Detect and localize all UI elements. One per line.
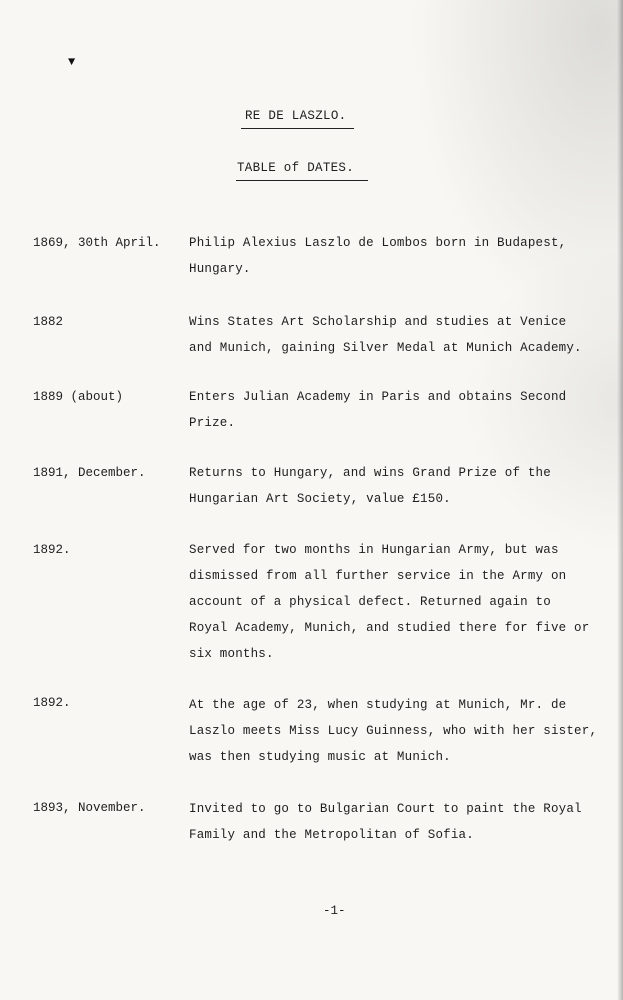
- entry-line: Philip Alexius Laszlo de Lombos born in Budapest,: [189, 236, 567, 250]
- entry-date: 1892.: [33, 543, 71, 557]
- entry-line: Hungary.: [189, 262, 251, 276]
- page-edge-shadow: [617, 0, 623, 1000]
- entry-line: Served for two months in Hungarian Army, but was: [189, 543, 559, 557]
- arrow-mark-icon: ▼: [68, 55, 76, 69]
- entry-description: [189, 460, 614, 512]
- entry-description: [189, 230, 614, 282]
- entry-description: [189, 309, 614, 361]
- entry-line: At the age of 23, when studying at Munich, Mr. de: [189, 698, 567, 712]
- table-title: TABLE of DATES.: [237, 161, 355, 175]
- entry-line: Family and the Metropolitan of Sofia.: [189, 828, 474, 842]
- entry-description: [189, 692, 614, 770]
- entry-line: Enters Julian Academy in Paris and obtains Second: [189, 390, 567, 404]
- entry-line: Wins States Art Scholarship and studies at Venice: [189, 315, 567, 329]
- document-reference: RE DE LASZLO.: [245, 109, 347, 123]
- entry-description: [189, 537, 614, 667]
- entry-line: Invited to go to Bulgarian Court to paint the Royal: [189, 802, 582, 816]
- entry-line: was then studying music at Munich.: [189, 750, 451, 764]
- entry-date: 1869, 30th April.: [33, 236, 161, 250]
- entry-line: Laszlo meets Miss Lucy Guinness, who with her sister,: [189, 724, 598, 738]
- entry-line: account of a physical defect. Returned again to: [189, 595, 551, 609]
- entry-date: 1889 (about): [33, 390, 124, 404]
- entry-date: 1893, November.: [33, 801, 146, 815]
- entry-line: Prize.: [189, 416, 236, 430]
- entry-date: 1882: [33, 315, 64, 329]
- entry-line: Royal Academy, Munich, and studied there for five or: [189, 621, 590, 635]
- entry-line: and Munich, gaining Silver Medal at Munich Academy.: [189, 341, 582, 355]
- table-title-underline: [236, 180, 368, 181]
- entry-description: [189, 384, 614, 436]
- entry-line: six months.: [189, 647, 274, 661]
- entry-description: [189, 796, 614, 848]
- reference-underline: [241, 128, 354, 129]
- entry-date: 1892.: [33, 696, 71, 710]
- page-number: -1-: [323, 904, 346, 918]
- entry-line: Hungarian Art Society, value £150.: [189, 492, 451, 506]
- entry-line: Returns to Hungary, and wins Grand Prize of the: [189, 466, 551, 480]
- entry-line: dismissed from all further service in the Army on: [189, 569, 567, 583]
- entry-date: 1891, December.: [33, 466, 146, 480]
